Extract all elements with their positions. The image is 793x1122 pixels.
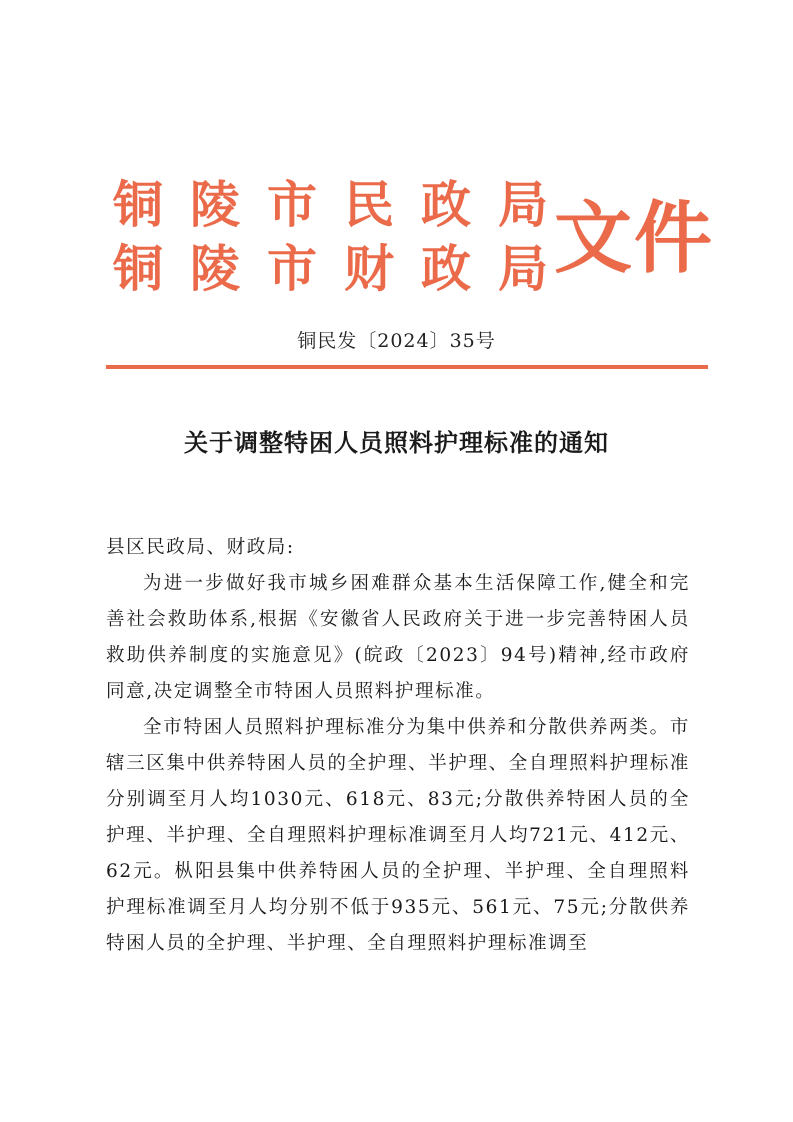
issuer-finance: 铜陵市财政局 (113, 240, 575, 298)
salutation: 县区民政局、财政局: (106, 537, 295, 558)
doc-type-suffix: 文件 (554, 194, 715, 284)
red-divider (106, 365, 708, 369)
red-header (113, 168, 713, 308)
paragraph-1: 为进一步做好我市城乡困难群众基本生活保障工作,健全和完善社会救助体系,根据《安徽省人民政府关于进一步完善特困人员救助供养制度的实施意见》(皖政〔2023〕94号)精神,经市政府同意,决定调整全市特困人员照料护理标准。 (106, 573, 690, 702)
paragraph-2: 全市特困人员照料护理标准分为集中供养和分散供养两类。市辖三区集中供养特困人员的全护理、半护理、全自理照料护理标准分别调至月人均1030元、618元、83元;分散供养特困人员的全护理、半护理、全自理照料护理标准调至月人均721元、412元、62元。枞阳县集中供养特困人员的全护理、半护理、全自理照料护理标准调至月人均分别不低于935元、561元、75元;分散供养特困人员的全护理、半护理、全自理照料护理标准调至 (106, 717, 690, 954)
document-title: 关于调整特困人员照料护理标准的通知 (184, 429, 609, 457)
document-number: 铜民发〔2024〕35号 (297, 330, 496, 352)
issuer-civil-affairs: 铜陵市民政局 (113, 176, 575, 234)
document-body (106, 530, 690, 962)
